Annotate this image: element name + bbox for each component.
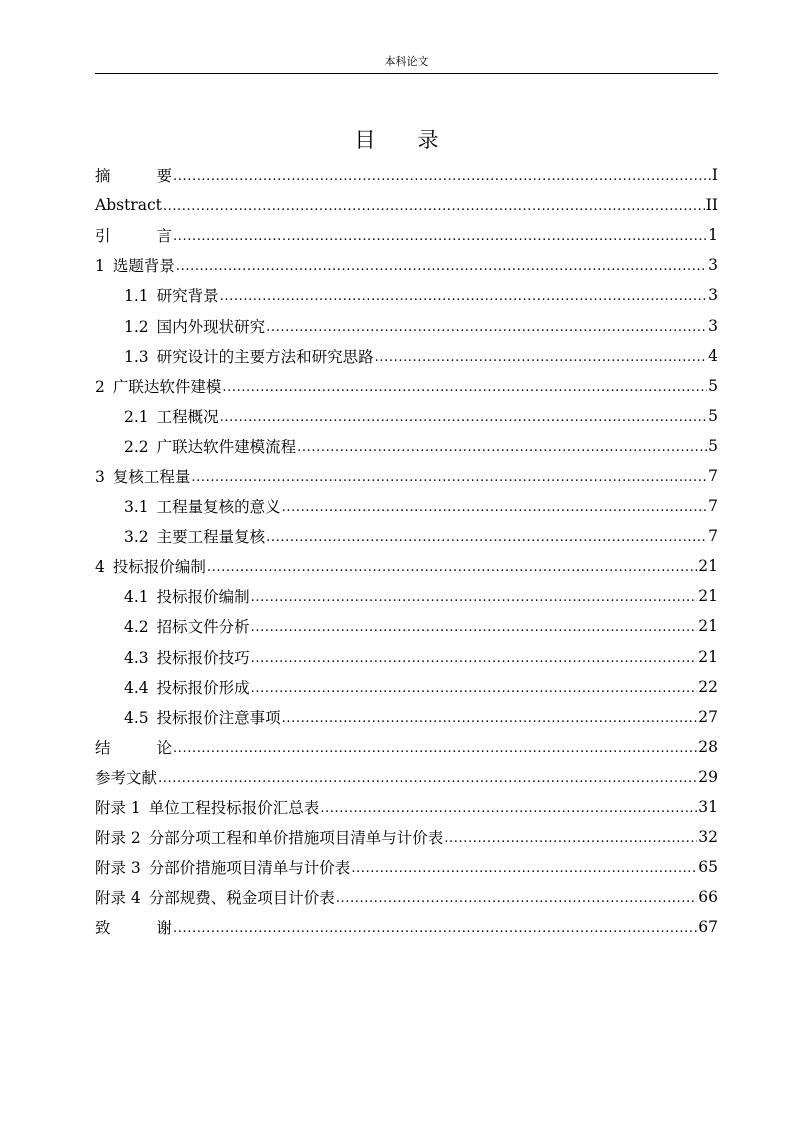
toc-dot-leader bbox=[251, 678, 698, 696]
toc-dot-leader bbox=[266, 527, 707, 545]
toc-entry-text: 国内外现状研究 bbox=[156, 317, 266, 336]
toc-entry-number: 1.2 bbox=[124, 317, 149, 336]
toc-entry[interactable] bbox=[95, 310, 718, 340]
toc-dot-leader bbox=[251, 617, 698, 635]
toc-entry-label bbox=[95, 796, 319, 818]
toc-entry-label-char: 论 bbox=[156, 738, 173, 757]
toc-entry-label-char: 摘 bbox=[95, 167, 111, 186]
toc-entry-text: 分部规费、税金项目计价表 bbox=[148, 889, 335, 908]
toc-entry-number: 4.5 bbox=[124, 708, 149, 727]
toc-entry-text: 广联达软件建模 bbox=[112, 377, 222, 396]
toc-entry-label-char: 致 bbox=[95, 919, 111, 938]
toc-title bbox=[0, 126, 793, 154]
toc-entry-label bbox=[95, 916, 172, 938]
toc-dot-leader bbox=[173, 226, 707, 244]
table-of-contents bbox=[95, 160, 718, 942]
toc-entry-text: 投标报价形成 bbox=[156, 678, 250, 697]
toc-entry-text: 投标报价编制 bbox=[112, 558, 206, 577]
toc-entry-label bbox=[124, 284, 219, 306]
toc-entry-label bbox=[124, 706, 281, 728]
toc-entry-number: 附录 4 bbox=[95, 889, 141, 908]
toc-entry-number: 1 bbox=[95, 257, 105, 276]
toc-entry-text: 主要工程量复核 bbox=[156, 528, 266, 547]
toc-entry-text: 工程量复核的意义 bbox=[156, 498, 281, 517]
toc-entry[interactable] bbox=[95, 702, 718, 732]
toc-entry-label bbox=[124, 525, 265, 547]
toc-entry-text: 研究设计的主要方法和研究思路 bbox=[156, 347, 374, 366]
toc-entry[interactable] bbox=[95, 461, 718, 491]
page-header bbox=[95, 55, 718, 75]
toc-entry[interactable] bbox=[95, 581, 718, 611]
toc-entry[interactable] bbox=[95, 401, 718, 431]
toc-entry-number: 1.3 bbox=[124, 347, 149, 366]
toc-entry-number: 2.2 bbox=[124, 437, 149, 456]
toc-entry-page: 5 bbox=[708, 406, 718, 425]
toc-entry-number: 2.1 bbox=[124, 407, 149, 426]
toc-entry-page: 21 bbox=[698, 617, 718, 636]
toc-entry-label bbox=[95, 196, 162, 214]
toc-entry-label bbox=[124, 676, 250, 698]
toc-entry[interactable] bbox=[95, 220, 718, 250]
toc-entry-text: 投标报价编制 bbox=[156, 588, 250, 607]
toc-entry-page: 66 bbox=[698, 888, 718, 907]
toc-entry-label bbox=[124, 315, 265, 337]
toc-entry-number: 4.2 bbox=[124, 618, 149, 637]
toc-entry-label bbox=[124, 435, 296, 457]
toc-dot-leader bbox=[176, 256, 707, 274]
toc-entry[interactable] bbox=[95, 852, 718, 882]
toc-entry[interactable] bbox=[95, 732, 718, 762]
toc-entry-number: 4.1 bbox=[124, 588, 149, 607]
toc-entry-page: I bbox=[711, 166, 718, 185]
toc-entry-label-char: 引 bbox=[95, 227, 111, 246]
toc-dot-leader bbox=[220, 286, 707, 304]
toc-entry-label bbox=[95, 224, 172, 246]
header-title: 本科论文 bbox=[384, 55, 429, 68]
toc-entry[interactable] bbox=[95, 912, 718, 942]
toc-entry-page: 21 bbox=[698, 647, 718, 666]
toc-entry-text: 分部价措施项目清单与计价表 bbox=[148, 859, 351, 878]
toc-dot-leader bbox=[173, 738, 697, 756]
toc-entry-number: 附录 2 bbox=[95, 829, 141, 848]
toc-entry-label bbox=[124, 646, 250, 668]
toc-dot-leader bbox=[251, 648, 698, 666]
toc-entry-page: 21 bbox=[698, 587, 718, 606]
toc-entry-label bbox=[95, 886, 335, 908]
toc-entry-page: 3 bbox=[708, 286, 718, 305]
toc-entry-label-char: 言 bbox=[156, 227, 173, 246]
toc-dot-leader bbox=[251, 587, 698, 605]
toc-entry[interactable] bbox=[95, 792, 718, 822]
toc-entry-number: 1.1 bbox=[124, 287, 149, 306]
toc-entry-text: 研究背景 bbox=[156, 287, 219, 306]
toc-entry-page: 5 bbox=[708, 436, 718, 455]
toc-entry-page: 7 bbox=[708, 497, 718, 516]
toc-entry[interactable] bbox=[95, 280, 718, 310]
toc-entry-page: 67 bbox=[698, 918, 718, 937]
toc-entry-number: 2 bbox=[95, 377, 105, 396]
toc-entry-number: 4.4 bbox=[124, 678, 149, 697]
toc-entry-label-char: 要 bbox=[156, 167, 173, 186]
toc-dot-leader bbox=[282, 708, 698, 726]
toc-entry-page: 27 bbox=[698, 707, 718, 726]
toc-entry[interactable] bbox=[95, 491, 718, 521]
toc-dot-leader bbox=[158, 768, 697, 786]
toc-entry[interactable] bbox=[95, 250, 718, 280]
toc-entry-label bbox=[124, 585, 250, 607]
toc-entry-page: 29 bbox=[698, 767, 718, 786]
toc-entry-label-char: 谢 bbox=[156, 919, 173, 938]
toc-dot-leader bbox=[191, 467, 707, 485]
toc-entry[interactable] bbox=[95, 882, 718, 912]
toc-dot-leader bbox=[207, 557, 697, 575]
toc-entry[interactable] bbox=[95, 762, 718, 792]
toc-entry[interactable] bbox=[95, 551, 718, 581]
toc-entry-text: 单位工程投标报价汇总表 bbox=[148, 799, 320, 818]
toc-title-char-1: 目 bbox=[354, 128, 376, 152]
toc-dot-leader bbox=[163, 196, 705, 214]
toc-dot-leader bbox=[220, 407, 707, 425]
toc-entry-label bbox=[95, 766, 157, 788]
toc-entry-text: 参考文献 bbox=[95, 768, 158, 787]
toc-entry-page: 22 bbox=[698, 677, 718, 696]
toc-entry-page: II bbox=[705, 196, 718, 215]
toc-entry-number: 4 bbox=[95, 558, 105, 577]
toc-entry-label bbox=[95, 254, 175, 276]
header-rule bbox=[95, 73, 718, 74]
toc-dot-leader bbox=[375, 347, 707, 365]
toc-entry-text: 投标报价注意事项 bbox=[156, 708, 281, 727]
toc-dot-leader bbox=[297, 437, 707, 455]
toc-entry-text: 选题背景 bbox=[112, 257, 175, 276]
toc-entry-page: 21 bbox=[698, 557, 718, 576]
toc-dot-leader bbox=[266, 317, 707, 335]
toc-entry-label bbox=[95, 375, 221, 397]
toc-entry-label bbox=[124, 495, 281, 517]
toc-dot-leader bbox=[444, 828, 697, 846]
toc-entry-label bbox=[124, 345, 374, 367]
toc-entry-page: 4 bbox=[708, 346, 718, 365]
toc-entry-text: 广联达软件建模流程 bbox=[156, 437, 297, 456]
toc-entry[interactable] bbox=[95, 190, 718, 220]
toc-entry-page: 65 bbox=[698, 858, 718, 877]
toc-entry-label bbox=[95, 826, 443, 848]
toc-entry[interactable] bbox=[95, 431, 718, 461]
toc-entry-label bbox=[124, 615, 250, 637]
toc-entry-text: 投标报价技巧 bbox=[156, 648, 250, 667]
toc-dot-leader bbox=[173, 166, 711, 184]
toc-entry-label bbox=[95, 856, 350, 878]
toc-entry[interactable] bbox=[95, 642, 718, 672]
toc-entry-page: 5 bbox=[708, 376, 718, 395]
toc-dot-leader bbox=[320, 798, 697, 816]
toc-entry-label bbox=[95, 465, 190, 487]
toc-entry-label bbox=[95, 736, 172, 758]
toc-entry-page: 3 bbox=[708, 256, 718, 275]
toc-entry-number: 3.2 bbox=[124, 528, 149, 547]
toc-entry-text: 复核工程量 bbox=[112, 467, 191, 486]
toc-entry-page: 28 bbox=[698, 737, 718, 756]
toc-entry-page: 32 bbox=[698, 828, 718, 847]
toc-entry[interactable] bbox=[95, 672, 718, 702]
toc-entry-text: Abstract bbox=[95, 196, 162, 215]
toc-dot-leader bbox=[336, 888, 697, 906]
toc-entry[interactable] bbox=[95, 341, 718, 371]
toc-entry-label bbox=[124, 405, 219, 427]
toc-entry-number: 附录 1 bbox=[95, 799, 141, 818]
toc-dot-leader bbox=[282, 497, 707, 515]
toc-entry-label bbox=[95, 164, 172, 186]
toc-entry-label-char: 结 bbox=[95, 738, 111, 757]
toc-entry-text: 招标文件分析 bbox=[156, 618, 250, 637]
toc-dot-leader bbox=[351, 858, 697, 876]
toc-entry-number: 4.3 bbox=[124, 648, 149, 667]
toc-entry-page: 31 bbox=[698, 798, 718, 817]
toc-entry[interactable] bbox=[95, 160, 718, 190]
toc-entry-number: 附录 3 bbox=[95, 859, 141, 878]
toc-entry-label bbox=[95, 555, 206, 577]
toc-entry[interactable] bbox=[95, 611, 718, 641]
toc-entry-page: 1 bbox=[708, 226, 718, 245]
toc-title-char-2: 录 bbox=[417, 128, 439, 152]
toc-entry-page: 7 bbox=[708, 527, 718, 546]
toc-entry-page: 3 bbox=[708, 316, 718, 335]
toc-entry[interactable] bbox=[95, 822, 718, 852]
toc-entry[interactable] bbox=[95, 371, 718, 401]
toc-dot-leader bbox=[222, 377, 707, 395]
toc-entry-text: 分部分项工程和单价措施项目清单与计价表 bbox=[148, 829, 444, 848]
toc-entry-number: 3.1 bbox=[124, 498, 149, 517]
toc-entry-page: 7 bbox=[708, 466, 718, 485]
toc-dot-leader bbox=[173, 918, 697, 936]
toc-entry-text: 工程概况 bbox=[156, 407, 219, 426]
toc-entry-number: 3 bbox=[95, 467, 105, 486]
toc-entry[interactable] bbox=[95, 521, 718, 551]
